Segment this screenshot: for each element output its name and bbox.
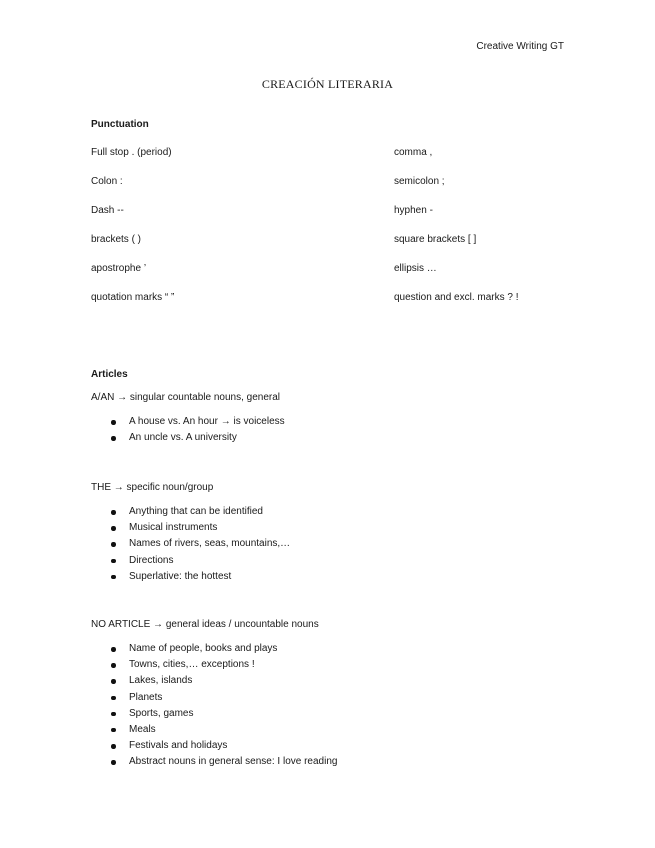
list-item: Directions [91, 553, 290, 569]
punctuation-item-right: ellipsis … [394, 263, 437, 274]
list-item: An uncle vs. A university [91, 430, 285, 446]
no-article-rule: NO ARTICLE → general ideas / uncountable nouns [91, 619, 319, 630]
punctuation-item-right: semicolon ; [394, 176, 445, 187]
list-item: Meals [91, 722, 337, 738]
list-item: Festivals and holidays [91, 738, 337, 754]
punctuation-item-right: square brackets [ ] [394, 234, 477, 245]
list-item: Lakes, islands [91, 673, 337, 689]
list-item: Towns, cities,… exceptions ! [91, 657, 337, 673]
punctuation-item-right: hyphen - [394, 205, 433, 216]
no-article-list [91, 641, 337, 771]
punctuation-item-left: apostrophe ’ [91, 263, 147, 274]
punctuation-heading: Punctuation [91, 119, 149, 130]
punctuation-item-left: quotation marks “ ” [91, 292, 175, 303]
list-item: Names of rivers, seas, mountains,… [91, 536, 290, 552]
a-an-list [91, 414, 285, 446]
punctuation-item-left: brackets ( ) [91, 234, 142, 245]
punctuation-item-right: comma , [394, 147, 433, 158]
list-item: Anything that can be identified [91, 504, 290, 520]
list-item: Musical instruments [91, 520, 290, 536]
document-title: CREACIÓN LITERARIA [261, 77, 394, 91]
list-item: Planets [91, 690, 337, 706]
the-rule: THE → specific noun/group [91, 482, 214, 493]
a-an-rule: A/AN → singular countable nouns, general [91, 392, 281, 403]
punctuation-item-right: question and excl. marks ? ! [394, 292, 519, 303]
the-list [91, 504, 290, 585]
punctuation-item-left: Dash -- [91, 205, 124, 216]
punctuation-item-left: Colon : [91, 176, 123, 187]
header-text: Creative Writing GT [476, 41, 564, 52]
list-item: Name of people, books and plays [91, 641, 337, 657]
articles-heading: Articles [91, 369, 128, 380]
list-item: Sports, games [91, 706, 337, 722]
list-item: Abstract nouns in general sense: I love reading [91, 754, 337, 770]
list-item: A house vs. An hour → is voiceless [91, 414, 285, 430]
punctuation-item-left: Full stop . (period) [91, 147, 172, 158]
list-item: Superlative: the hottest [91, 569, 290, 585]
